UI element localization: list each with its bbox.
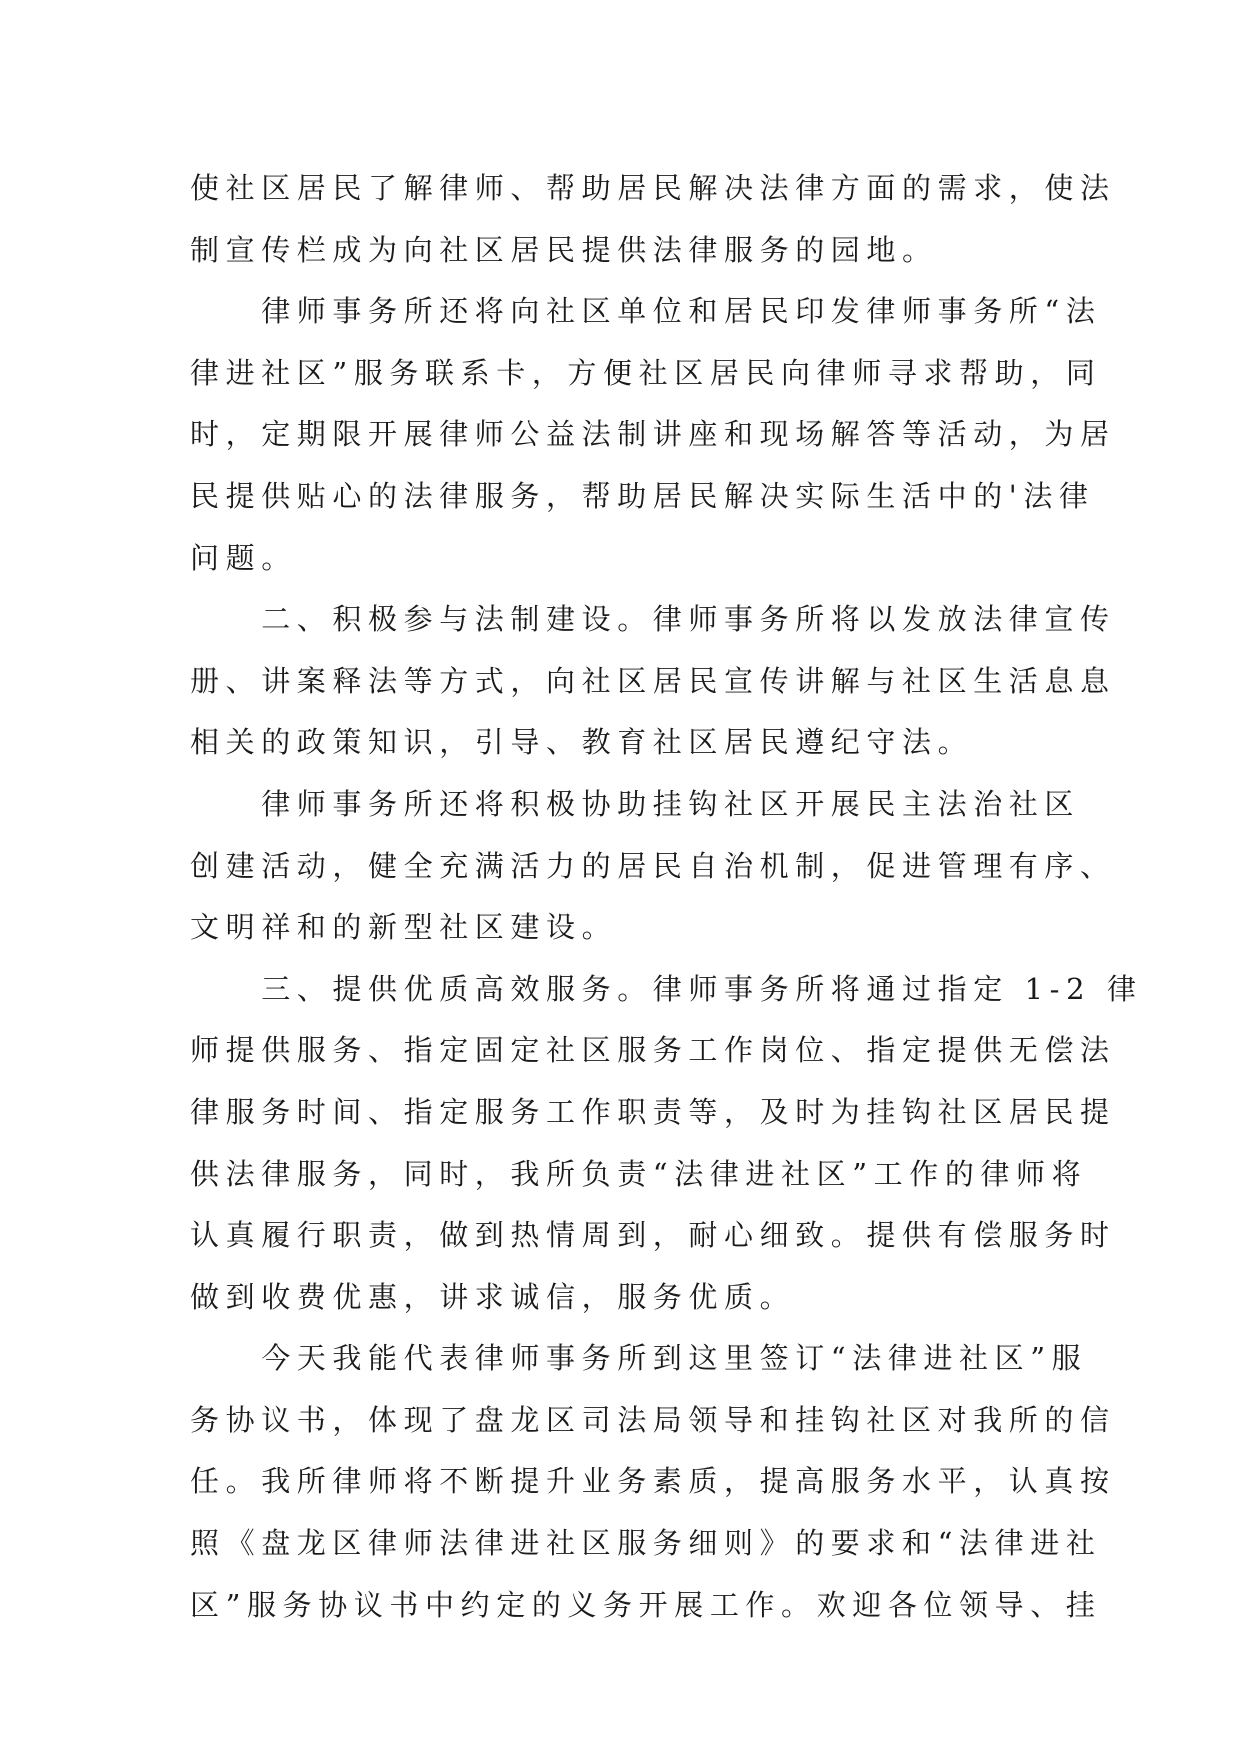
text-line: 创建活动，健全充满活力的居民自治机制，促进管理有序、	[190, 848, 1116, 883]
text-line: 二、积极参与法制建设。律师事务所将以发放法律宣传	[190, 602, 1116, 637]
text-line: 师提供服务、指定固定社区服务工作岗位、指定提供无偿法	[190, 1033, 1116, 1068]
text-line: 区”服务协议书中约定的义务开展工作。欢迎各位领导、挂	[190, 1587, 1102, 1622]
text-line: 律师事务所还将向社区单位和居民印发律师事务所“法	[190, 294, 1102, 329]
text-line: 律进社区”服务联系卡，方便社区居民向律师寻求帮助，同	[190, 355, 1102, 390]
text-line: 务协议书，体现了盘龙区司法局领导和挂钩社区对我所的信	[190, 1402, 1116, 1437]
text-line: 使社区居民了解律师、帮助居民解决法律方面的需求，使法	[190, 171, 1116, 205]
text-line: 今天我能代表律师事务所到这里签订“法律进社区”服	[190, 1341, 1088, 1376]
text-line: 做到收费优惠，讲求诚信，服务优质。	[190, 1279, 796, 1314]
text-line: 册、讲案释法等方式，向社区居民宣传讲解与社区生活息息	[190, 663, 1116, 698]
text-line: 律服务时间、指定服务工作职责等，及时为挂钩社区居民提	[190, 1094, 1116, 1129]
text-line: 民提供贴心的法律服务，帮助居民解决实际生活中的'法律	[190, 478, 1095, 513]
text-line: 相关的政策知识，引导、教育社区居民遵纪守法。	[190, 725, 974, 760]
text-line: 供法律服务，同时，我所负责“法律进社区”工作的律师将	[190, 1156, 1088, 1191]
body-text	[190, 158, 1143, 1636]
text-line: 三、提供优质高效服务。律师事务所将通过指定 1-2 律	[190, 971, 1143, 1006]
text-line: 文明祥和的新型社区建设。	[190, 910, 618, 945]
text-line: 认真履行职责，做到热情周到，耐心细致。提供有偿服务时	[190, 1218, 1116, 1253]
text-line: 任。我所律师将不断提升业务素质，提高服务水平，认真按	[190, 1464, 1116, 1499]
text-line: 律师事务所还将积极协助挂钩社区开展民主法治社区	[190, 786, 1081, 821]
text-line: 照《盘龙区律师法律进社区服务细则》的要求和“法律进社	[190, 1526, 1102, 1561]
text-line: 问题。	[190, 540, 297, 575]
text-line: 时，定期限开展律师公益法制讲座和现场解答等活动，为居	[190, 417, 1116, 452]
text-line: 制宣传栏成为向社区居民提供法律服务的园地。	[190, 232, 938, 267]
